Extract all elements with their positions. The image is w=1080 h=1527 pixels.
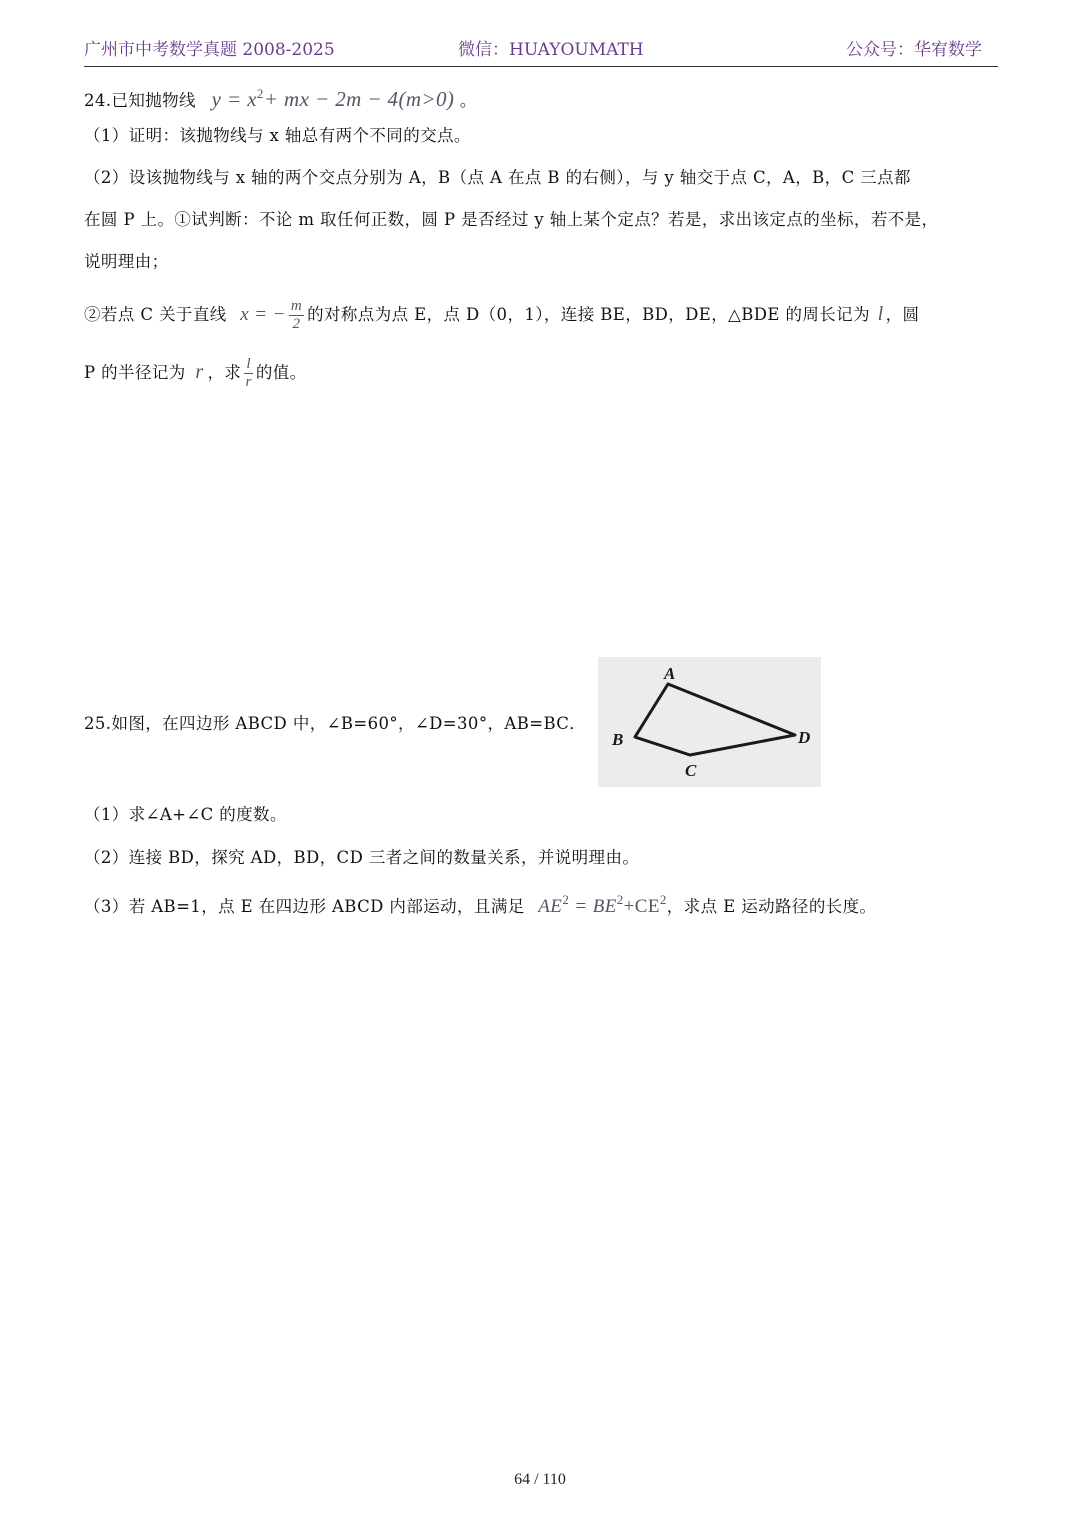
q24-frac-num: m — [290, 298, 303, 314]
q25-formula-ae: AE — [538, 896, 563, 917]
q25-formula-exp2: 2 — [616, 892, 624, 907]
q25-quadrilateral-figure — [598, 657, 821, 787]
q24-part2b-line1 — [84, 299, 919, 332]
q24-part2-line1: （2）设该抛物线与 x 轴的两个交点分别为 A，B（点 A 在点 B 的右侧），与 y 轴交于点 C，A，B，C 三点都 — [84, 168, 911, 187]
q24-parabola-formula — [212, 87, 460, 111]
q24-part2b-line2-pre: P 的半径记为 — [84, 363, 186, 382]
q25-part3-pre: （3）若 AB=1，点 E 在四边形 ABCD 内部运动，且满足 — [84, 897, 525, 916]
vertex-label-c: C — [685, 761, 697, 780]
q24-intro-end: 。 — [459, 91, 477, 110]
q25-formula-exp3: 2 — [659, 892, 667, 907]
q25-part2: （2）连接 BD，探究 AD，BD，CD 三者之间的数量关系，并说明理由。 — [84, 848, 640, 867]
q25-formula-ce: +CE — [623, 896, 660, 917]
q24-part1: （1）证明：该抛物线与 x 轴总有两个不同的交点。 — [84, 126, 471, 145]
q25-intro: 25.如图，在四边形 ABCD 中，∠B=60°，∠D=30°，AB=BC． — [84, 714, 587, 733]
q24-frac2-den: r — [245, 374, 252, 390]
q24-frac-den: 2 — [292, 316, 301, 332]
q24-part2b-mid: 的对称点为点 E，点 D（0，1），连接 BE，BD，DE，△BDE 的周长记为 — [307, 305, 870, 324]
page-header — [84, 38, 998, 67]
quadrilateral-abcd — [635, 684, 795, 755]
vertex-label-d: D — [798, 728, 811, 747]
q24-formula-rest: + mx − 2m − 4(m>0) — [263, 87, 455, 111]
header-title: 广州市中考数学真题 2008-2025 — [84, 40, 335, 60]
q25-part3-end: ，求点 E 运动路径的长度。 — [666, 897, 877, 916]
q24-intro-text: 24.已知抛物线 — [84, 91, 196, 110]
q24-part2-line3: 说明理由； — [84, 252, 169, 271]
header-wechat: 微信：HUAYOUMATH — [458, 40, 644, 60]
q24-r-symbol: r — [195, 361, 204, 383]
q24-formula-y: y = x — [211, 87, 257, 111]
vertex-label-a: A — [664, 664, 676, 683]
q24-part2b-pre: ②若点 C 关于直线 — [84, 305, 227, 324]
q25-part1: （1）求∠A+∠C 的度数。 — [84, 805, 287, 824]
q24-fraction-m-over-2 — [289, 299, 304, 332]
q24-part2b-line2-mid: ，求 — [207, 363, 242, 382]
q25-formula-eq: = BE — [569, 896, 617, 917]
q24-part2-line2: 在圆 P 上。①试判断：不论 m 取任何正数，圆 P 是否经过 y 轴上某个定点？若是，求出该定点的坐标，若不是， — [84, 210, 939, 229]
q25-part3-formula — [538, 892, 667, 917]
q24-l-symbol: l — [877, 303, 884, 325]
vertex-label-b: B — [612, 730, 624, 749]
q24-frac2-num: l — [246, 356, 251, 372]
q24-intro — [84, 82, 477, 113]
q24-part2b-line2-end: 的值。 — [255, 363, 307, 382]
q25-formula-exp1: 2 — [562, 892, 570, 907]
q24-part2b-end: ，圆 — [885, 305, 920, 324]
header-account: 公众号：华宥数学 — [846, 40, 982, 60]
q25-part3 — [84, 888, 876, 919]
q24-fraction-l-over-r — [244, 357, 253, 390]
q25-figure-svg — [598, 657, 821, 787]
q24-part2b-line2 — [84, 357, 307, 390]
q24-formula-exp: 2 — [256, 86, 264, 101]
page-number: 64 / 110 — [514, 1471, 566, 1488]
q24-line-x: x = − — [240, 304, 286, 325]
